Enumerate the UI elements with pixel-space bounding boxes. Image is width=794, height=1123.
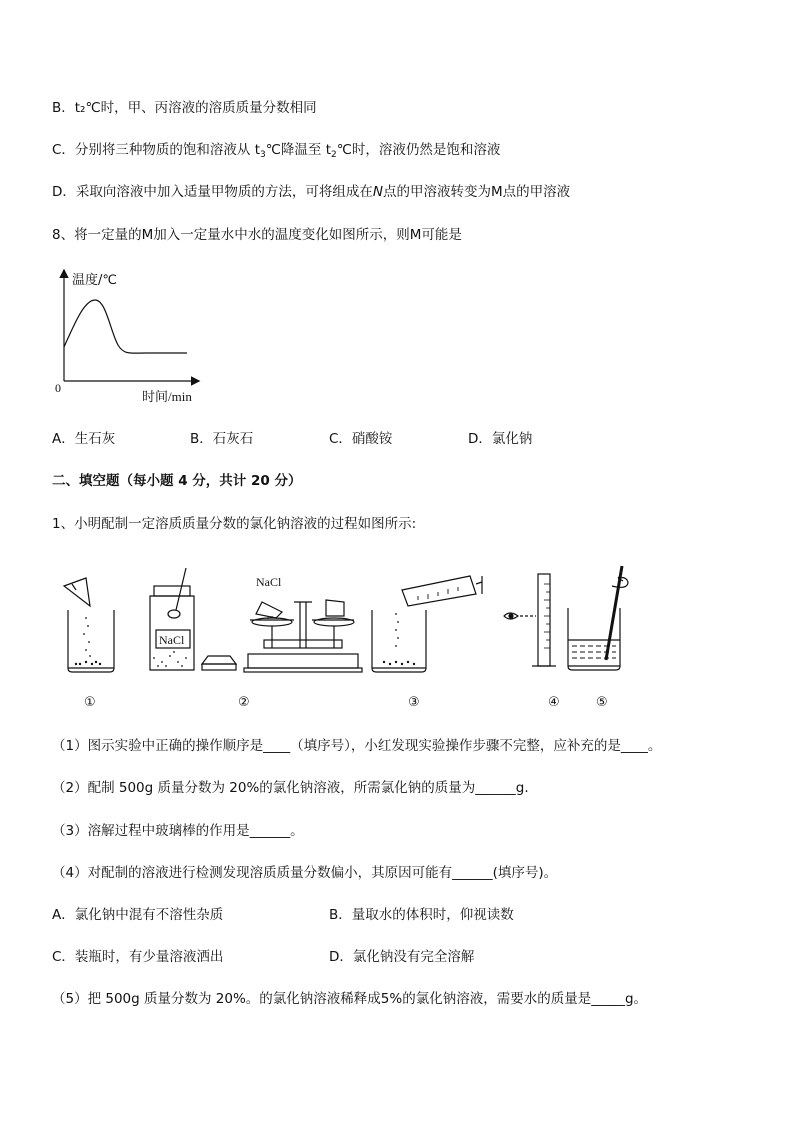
q7-option-c-post: ℃时，溶液仍然是饱和溶液	[336, 142, 501, 158]
nacl-balance-label: NaCl	[256, 575, 282, 589]
fill1-q4-option-b: B．量取水的体积时，仰视读数	[329, 907, 514, 923]
q7-option-d-mid: 点的甲溶液转变为	[383, 184, 492, 200]
fill1-q2: （2）配制 500g 质量分数为 20%的氯化钠溶液，所需氯化钠的质量为______g.	[52, 780, 529, 796]
step5-stir-dissolve-illustration	[568, 566, 628, 670]
step-label-3: ③	[408, 695, 420, 710]
q8-option-a: A．生石灰	[52, 431, 116, 447]
q7-option-c-mid: ℃降温至 t	[265, 142, 331, 158]
step1-pour-solid-illustration	[64, 578, 114, 672]
q7-option-c-pre: C．分别将三种物质的饱和溶液从 t	[52, 142, 261, 158]
solution-prep-figure	[50, 562, 660, 712]
step2-balance-illustration	[244, 600, 362, 672]
fill1-q4-option-a: A．氯化钠中混有不溶性杂质	[52, 907, 224, 923]
q7-option-d-post: 点的甲溶液	[502, 184, 571, 200]
nacl-jar-label: NaCl	[159, 633, 185, 647]
fill1-q4: （4）对配制的溶液进行检测发现溶质质量分数偏小，其原因可能有______(填序号)。	[52, 865, 558, 881]
q7-option-c-sub2: 2	[331, 150, 337, 160]
q7-option-d	[52, 183, 570, 201]
step-label-4: ④	[548, 695, 560, 710]
q8-stem: 8、将一定量的M加入一定量水中水的温度变化如图所示，则M可能是	[52, 227, 462, 243]
fill1-q1: （1）图示实验中正确的操作顺序是____（填序号），小红发现实验操作步骤不完整，应补充的是____。	[52, 738, 662, 754]
step-label-1: ①	[84, 695, 96, 710]
step4-measure-cylinder-illustration	[504, 574, 556, 666]
q7-option-c-sub1: 3	[260, 150, 266, 160]
step-label-2: ②	[238, 695, 250, 710]
q7-option-b: B．t₂℃时，甲、丙溶液的溶质质量分数相同	[52, 100, 317, 116]
fill1-q5: （5）把 500g 质量分数为 20%。的氯化钠溶液稀释成5%的氯化钠溶液，需要水的质量是_____g。	[52, 991, 648, 1007]
q7-option-d-n: N	[372, 184, 384, 200]
step2-nacl-jar-illustration	[150, 568, 236, 670]
q7-option-d-m: M	[491, 184, 503, 200]
temperature-curve	[64, 300, 187, 353]
q8-option-d: D．氯化钠	[468, 431, 533, 447]
section-2-title: 二、填空题（每小题 4 分，共计 20 分）	[52, 473, 302, 489]
graph-origin-label: 0	[55, 381, 61, 395]
q7-option-d-pre: D．采取向溶液中加入适量甲物质的方法，可将组成在	[52, 184, 373, 200]
fill1-stem: 1、小明配制一定溶质质量分数的氯化钠溶液的过程如图所示:	[52, 516, 417, 532]
fill1-q4-option-c: C．装瓶时，有少量溶液洒出	[52, 949, 224, 965]
fill1-q3: （3）溶解过程中玻璃棒的作用是______。	[52, 823, 304, 839]
q8-option-c: C．硝酸铵	[329, 431, 393, 447]
graph-x-label: 时间/min	[142, 389, 192, 404]
step-label-5: ⑤	[596, 695, 608, 710]
q8-option-b: B．石灰石	[190, 431, 254, 447]
fill1-q4-option-d: D．氯化钠没有完全溶解	[329, 949, 475, 965]
step3-pour-water-illustration	[372, 576, 482, 672]
temperature-time-graph	[50, 265, 210, 410]
graph-y-label: 温度/℃	[72, 273, 117, 288]
q7-option-c	[52, 141, 500, 164]
